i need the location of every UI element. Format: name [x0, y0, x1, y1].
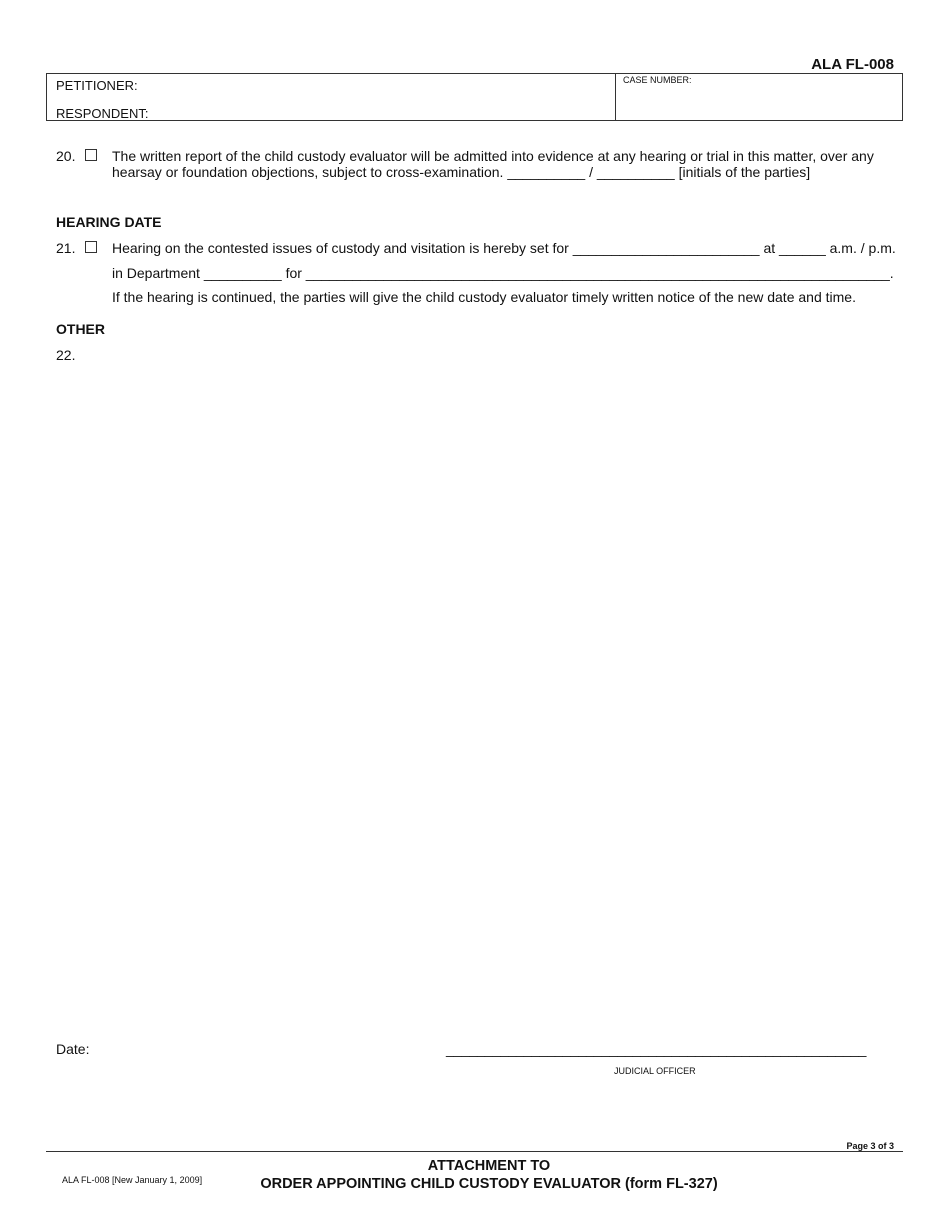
form-id: ALA FL-008 — [811, 56, 894, 73]
form-title-line-1: ATTACHMENT TO — [427, 1158, 551, 1174]
item-21-checkbox[interactable] — [85, 241, 97, 253]
item-21-number: 21. — [56, 240, 76, 256]
item-21-line-1: Hearing on the contested issues of custody and visitation is hereby set for ________________________ at ______ a.m. / p.m. — [112, 240, 896, 256]
item-20-checkbox[interactable] — [85, 149, 97, 161]
page-number: Page 3 of 3 — [846, 1141, 894, 1151]
revision-date: ALA FL-008 [New January 1, 2009] — [62, 1175, 203, 1185]
form-title — [220, 1157, 758, 1193]
other-heading: OTHER — [56, 321, 105, 337]
item-20-line-2: hearsay or foundation objections, subject to cross-examination. __________ / __________ [initials of the parties] — [112, 164, 811, 180]
item-21-line-3: If the hearing is continued, the parties will give the child custody evaluator timely written notice of the new date and time. — [112, 289, 856, 305]
judicial-officer-label: JUDICIAL OFFICER — [614, 1066, 696, 1076]
caption-divider — [615, 74, 616, 120]
date-label: Date: — [56, 1041, 90, 1057]
form-title-line-2: ORDER APPOINTING CHILD CUSTODY EVALUATOR (form FL-327) — [260, 1176, 718, 1192]
case-caption-box — [46, 73, 903, 121]
respondent-label: RESPONDENT: — [56, 106, 149, 121]
signature-line: ______________________________________________________ — [446, 1041, 867, 1057]
item-20-line-1: The written report of the child custody evaluator will be admitted into evidence at any hearing or trial in this matter, over any — [112, 148, 874, 164]
item-21-line-2: in Department __________ for ___________________________________________________________________________. — [112, 265, 894, 281]
hearing-date-heading: HEARING DATE — [56, 214, 162, 230]
case-number-label: CASE NUMBER: — [623, 75, 692, 85]
footer-rule — [46, 1151, 903, 1152]
item-20-number: 20. — [56, 148, 76, 164]
petitioner-label: PETITIONER: — [56, 78, 138, 93]
item-22-number: 22. — [56, 347, 76, 363]
